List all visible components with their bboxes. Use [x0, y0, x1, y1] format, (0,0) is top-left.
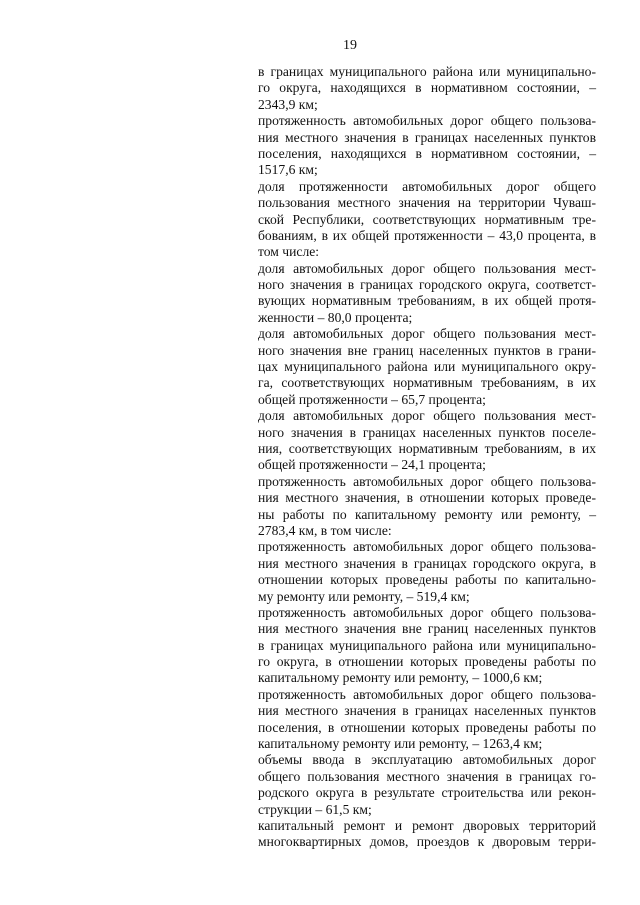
text-line: доля автомобильных дорог общего пользования мест- — [258, 408, 596, 424]
text-line: доля автомобильных дорог общего пользования мест- — [258, 260, 596, 276]
text-line: протяженность автомобильных дорог общего пользова- — [258, 604, 596, 620]
paragraph — [258, 752, 596, 818]
text-line: ния местного значения в границах городского округа, в — [258, 555, 596, 571]
text-line: общей протяженности – 65,7 процента; — [258, 391, 486, 407]
document-body — [258, 64, 596, 851]
text-line: ного значения в границах городского округа, соответст- — [258, 277, 596, 293]
text-line: 2343,9 км; — [258, 96, 318, 112]
text-line: га, соответствующих нормативным требованиям, в их — [258, 375, 596, 391]
text-line: ного значения в границах населенных пунктов поселе- — [258, 424, 596, 440]
text-line: общего пользования местного значения в границах го- — [258, 768, 596, 784]
text-line: многоквартирных домов, проездов к дворовым терри- — [258, 834, 596, 850]
text-line: поселения, в отношении которых проведены работы по — [258, 719, 596, 735]
text-line: бованиям, в их общей протяженности – 43,0 процента, в — [258, 227, 596, 243]
text-line: струкции – 61,5 км; — [258, 801, 372, 817]
text-line: протяженность автомобильных дорог общего пользова- — [258, 539, 596, 555]
text-line: протяженность автомобильных дорог общего пользова- — [258, 113, 596, 129]
paragraph — [258, 474, 596, 540]
text-line: протяженность автомобильных дорог общего пользова- — [258, 473, 596, 489]
text-line: 2783,4 км, в том числе: — [258, 522, 392, 538]
text-line: пользования местного значения на территории Чуваш- — [258, 195, 596, 211]
text-line: доля автомобильных дорог общего пользования мест- — [258, 326, 596, 342]
text-line: доля протяженности автомобильных дорог общего — [258, 178, 596, 194]
paragraph — [258, 326, 596, 408]
text-line: протяженность автомобильных дорог общего пользова- — [258, 686, 596, 702]
paragraph — [258, 818, 596, 851]
paragraph — [258, 179, 596, 261]
text-line: цах муниципального района или муниципального окру- — [258, 359, 596, 375]
text-line: ны работы по капитальному ремонту или ремонту, – — [258, 506, 596, 522]
text-line: го округа, находящихся в нормативном состоянии, – — [258, 80, 596, 96]
text-line: в границах муниципального района или муниципально- — [258, 64, 596, 79]
text-line: го округа, в отношении которых проведены работы по — [258, 654, 596, 670]
text-line: капитальному ремонту или ремонту, – 1263,4 км; — [258, 736, 543, 752]
text-line: том числе: — [258, 244, 320, 260]
text-line: объемы ввода в эксплуатацию автомобильных дорог — [258, 752, 596, 768]
text-line: ния местного значения в границах населенных пунктов — [258, 703, 596, 719]
text-line: капитальный ремонт и ремонт дворовых территорий — [258, 817, 596, 833]
text-line: ния местного значения вне границ населенных пунктов — [258, 621, 596, 637]
text-line: женности – 80,0 процента; — [258, 309, 413, 325]
paragraph — [258, 539, 596, 605]
text-line: отношении которых проведены работы по капитально- — [258, 572, 596, 588]
text-line: капитальному ремонту или ремонту, – 1000,6 км; — [258, 670, 543, 686]
text-line: ния местного значения, в отношении которых проведе- — [258, 490, 596, 506]
paragraph — [258, 261, 596, 327]
text-line: ской Республики, соответствующих нормативным тре- — [258, 211, 596, 227]
text-line: ния местного значения в границах населенных пунктов — [258, 129, 596, 145]
paragraph — [258, 605, 596, 687]
paragraph — [258, 113, 596, 179]
text-line: ния, соответствующих нормативным требованиям, в их — [258, 440, 596, 456]
paragraph — [258, 408, 596, 474]
text-line: в границах муниципального района или муниципально- — [258, 637, 596, 653]
page-number: 19 — [343, 38, 357, 53]
paragraph — [258, 64, 596, 113]
text-line: 1517,6 км; — [258, 162, 318, 178]
text-line: родского округа в результате строительства или рекон- — [258, 785, 596, 801]
paragraph — [258, 687, 596, 753]
text-line: вующих нормативным требованиям, в их общей протя- — [258, 293, 596, 309]
text-line: му ремонту или ремонту, – 519,4 км; — [258, 588, 470, 604]
text-line: общей протяженности – 24,1 процента; — [258, 457, 486, 473]
text-line: ного значения вне границ населенных пунктов в грани- — [258, 342, 596, 358]
text-line: поселения, находящихся в нормативном состоянии, – — [258, 145, 596, 161]
